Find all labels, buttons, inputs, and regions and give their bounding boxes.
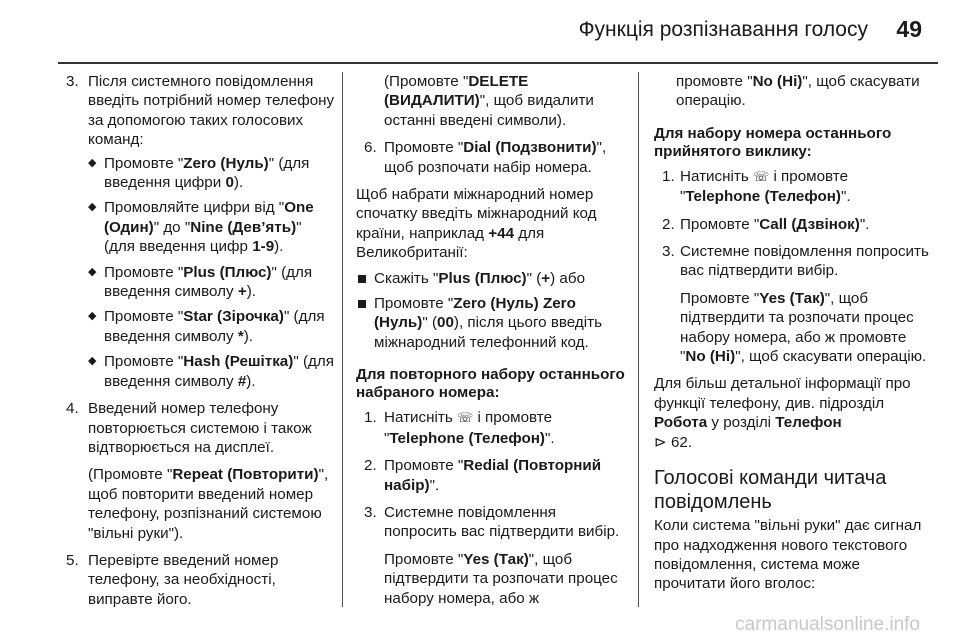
diamond-bullet-icon: ◆ [88, 201, 97, 214]
bullet-zero: ◆ Промовте "Zero (Нуль)" (для введення цифри 0). [88, 154, 310, 192]
column-1 [66, 72, 336, 617]
square-bullet-plus: Скажіть "Plus (Плюс)" (+) або [356, 269, 632, 288]
final-paragraph: Коли система "вільні руки" дає сигнал про надходження нового текстового повідомлення, система може прочитати його вголос: [654, 517, 922, 593]
diamond-bullet-icon: ◆ [88, 156, 97, 169]
square-bullet-icon [358, 300, 366, 308]
column-2 [356, 72, 632, 616]
bullet-star: ◆ Промовте "Star (Зірочка)" (для введення символу *). [88, 308, 325, 345]
page-reference-arrow-icon: ⊳ [654, 433, 667, 451]
step-4: 4. Введений номер телефону повторюється системою і також відтворюється на дисплеї. (Промовте "Repeat (Повторити)", щоб повторити введений номер телефону, розпізнаний системою "вільні руки"). [66, 400, 329, 542]
watermark: carmanualsonline.info [735, 614, 920, 635]
step-5: 5. Перевірте введений номер телефону, за необхідності, виправте його. [66, 551, 279, 608]
last-call-step-3: 3. Системне повідомлення попросить вас підтвердити вибір. Промовте "Yes (Так)", щоб підтвердити та розпочати процес набору номера, або ж промовте "No (Ні)", щоб скасувати операцію. [662, 243, 929, 366]
column-divider [342, 72, 343, 607]
last-call-step-2: 2. Промовте "Call (Дзвінок)". [662, 215, 870, 233]
redial-step-3-continued: промовте "No (Ні)", щоб скасувати операцію. [676, 73, 920, 110]
last-call-heading: Для набору номера останнього прийнятого виклику: [654, 124, 892, 160]
header-rule [58, 62, 938, 64]
step-6: 6. Промовте "Dial (Подзвонити)", щоб розпочати набір номера. [364, 139, 607, 176]
page-number: 49 [896, 16, 922, 42]
last-call-step-1: 1. Натисніть ☏ і промовте "Telephone (Телефон)". [662, 167, 851, 206]
page-title: Функція розпізнавання голосу [578, 18, 868, 41]
bullet-one-nine: ◆ Промовляйте цифри від "One (Один)" до "Nine (Дев’ять)" (для введення цифр 1-9). [88, 199, 314, 256]
square-bullet-zero-zero: Промовте "Zero (Нуль) Zero (Нуль)" (00), після цього введіть міжнародний телефонний код. [356, 294, 632, 352]
diamond-bullet-icon: ◆ [88, 310, 97, 323]
page-header [0, 0, 960, 66]
column-3 [654, 72, 930, 600]
square-bullet-icon [358, 275, 366, 283]
step-5-continued: (Промовте "DELETE (ВИДАЛИТИ)", щоб видалити останні введені символи). [384, 73, 594, 129]
phone-icon: ☏ [752, 169, 770, 185]
section-heading: Голосові команди читача повідомлень [654, 467, 887, 514]
bullet-plus: ◆ Промовте "Plus (Плюс)" (для введення символу +). [88, 263, 313, 301]
intl-paragraph: Щоб набрати міжнародний номер спочатку введіть міжнародний код країни, наприклад +44 для Великобританії: [356, 186, 597, 262]
step-3: 3. Після системного повідомлення введіть потрібний номер телефону за допомогою таких голосових команд: ◆ Промовте "Zero (Нуль)" (для введення цифри 0). ◆ Промовляйте цифри від "One (Один)" до "Nine (Дев’ять)" (для введення цифр 1-9). ◆ Промовте "Plus (Плюс)" (для введення символу +). ◆ Промовте "Star (Зірочка)" (для введення символу *). ◆ Промовте "Hash (Решітка)" (для введення символу #). [66, 73, 335, 390]
diamond-bullet-icon: ◆ [88, 265, 97, 278]
column-divider [638, 72, 639, 607]
redial-step-1: 1. Натисніть ☏ і промовте "Telephone (Телефон)". [364, 409, 555, 447]
bullet-hash: ◆ Промовте "Hash (Решітка)" (для введення символу #). [88, 353, 334, 390]
redial-heading: Для повторного набору останнього набраного номера: [356, 366, 625, 402]
more-info-paragraph: Для більш детальної інформації про функції телефону, див. підрозділ Робота у розділі Телефон ⊳ 62. [654, 375, 911, 451]
redial-step-2: 2. Промовте "Redial (Повторний набір)". [364, 457, 602, 494]
redial-step-3: 3. Системне повідомлення попросить вас підтвердити вибір. Промовте "Yes (Так)", щоб підтвердити та розпочати процес набору номера, або ж [364, 503, 620, 607]
diamond-bullet-icon: ◆ [88, 355, 97, 368]
phone-icon: ☏ [456, 411, 474, 427]
